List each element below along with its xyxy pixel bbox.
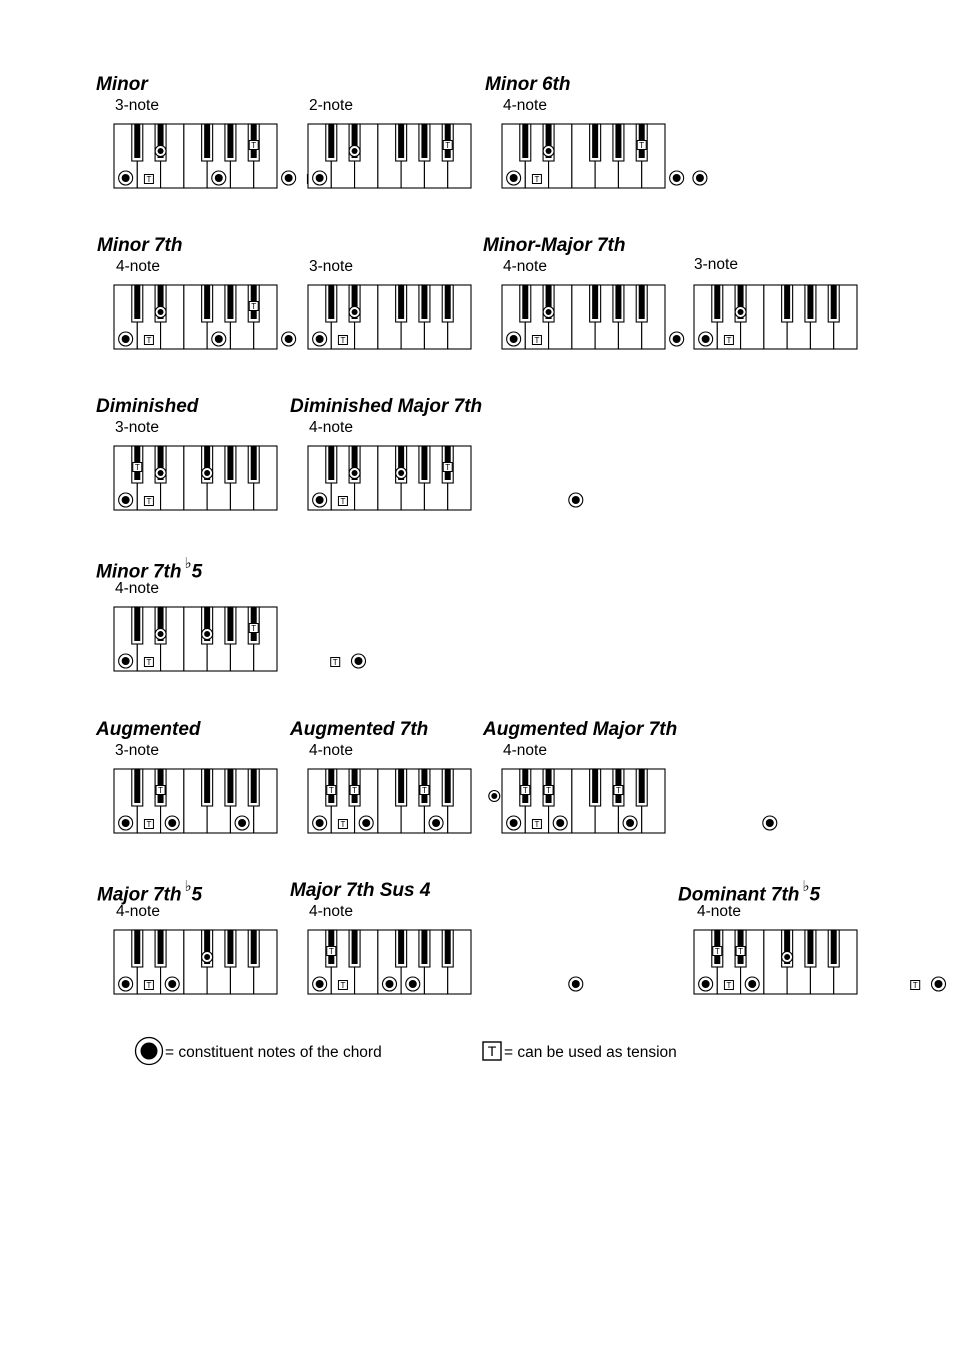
black-key [639, 769, 645, 803]
black-key [204, 124, 210, 158]
heading-diminished-major-7th: Diminished Major 7th [290, 396, 483, 417]
black-key [134, 930, 140, 964]
chord-note-dot [352, 309, 358, 315]
black-key [522, 124, 528, 158]
black-key [398, 124, 404, 158]
black-key [831, 285, 837, 319]
black-key [227, 607, 233, 641]
keyboard-diagram [307, 445, 472, 511]
black-key [352, 930, 358, 964]
tension-marker-label: T [146, 175, 152, 184]
black-key [522, 285, 528, 319]
black-key [251, 930, 257, 964]
tension-marker-label: T [251, 624, 257, 633]
black-key [134, 769, 140, 803]
heading-augmented: Augmented [96, 719, 201, 740]
tension-marker-label: T [332, 658, 338, 667]
chord-note-dot [572, 980, 580, 988]
black-key [227, 930, 233, 964]
chord-note-dot [935, 980, 943, 988]
tension-marker-label: T [328, 947, 334, 956]
chord-note-dot [122, 335, 130, 343]
tension-marker-label: T [421, 786, 427, 795]
chord-note-dot [748, 980, 756, 988]
chord-note-dot [362, 819, 370, 827]
black-key [421, 124, 427, 158]
chord-note-dot [204, 954, 210, 960]
chord-note-dot [238, 819, 246, 827]
chord-note-dot [316, 819, 324, 827]
keyboard-diagram [113, 929, 278, 995]
legend-chord-note-text: = constituent notes of the chord [165, 1044, 382, 1061]
black-key [445, 930, 451, 964]
tension-marker-label: T [522, 786, 528, 795]
black-key [328, 285, 334, 319]
chord-note-dot [215, 174, 223, 182]
black-key [807, 285, 813, 319]
keyboard-diagram [501, 768, 666, 834]
chord-note-dot [122, 819, 130, 827]
tension-marker-label: T [639, 141, 645, 150]
sublabel-maj7sus4-4note: 4-note [309, 903, 353, 920]
black-key [807, 930, 813, 964]
black-key [592, 769, 598, 803]
sublabel-minor7-4note: 4-note [116, 258, 160, 275]
black-key [227, 124, 233, 158]
chord-note-dot [409, 980, 417, 988]
tension-marker-label: T [251, 141, 257, 150]
chord-note-dot [122, 980, 130, 988]
black-key [831, 930, 837, 964]
tension-marker-label: T [146, 658, 152, 667]
black-key [134, 285, 140, 319]
black-key [592, 124, 598, 158]
tension-marker-label: T [146, 336, 152, 345]
black-key [639, 285, 645, 319]
tension-marker-label: T [445, 141, 451, 150]
heading-augmented-7th: Augmented 7th [290, 719, 429, 740]
keyboard-diagram [693, 929, 918, 995]
sublabel-minor6-4note: 4-note [503, 97, 547, 114]
chord-note-dot [510, 174, 518, 182]
tension-marker-label: T [615, 786, 621, 795]
chord-note-dot [158, 470, 164, 476]
black-key [134, 124, 140, 158]
tension-marker-label: T [340, 820, 346, 829]
black-key [445, 285, 451, 319]
sublabel-dom7b5-4note: 4-note [697, 903, 741, 920]
sublabel-minor-2note: 2-note [309, 97, 353, 114]
chord-note-dot [673, 335, 681, 343]
heading-minor-7th-flat5-num: 5 [191, 561, 203, 583]
heading-dominant-7th-flat5-num: 5 [809, 884, 821, 906]
chord-note-dot [738, 309, 744, 315]
chord-note-dot [204, 470, 210, 476]
tension-marker-label: T [726, 336, 732, 345]
legend-tension-icon [482, 1041, 504, 1063]
keyboard-diagram [307, 123, 472, 189]
black-key [784, 285, 790, 319]
heading-major-7th-flat5-num: 5 [191, 884, 203, 906]
black-key [328, 124, 334, 158]
sublabel-aug7-4note: 4-note [309, 742, 353, 759]
chord-note-dot [352, 148, 358, 154]
keyboard-diagram [307, 929, 472, 995]
chord-note-dot [122, 496, 130, 504]
heading-minor-7th: Minor 7th [97, 235, 183, 256]
tension-marker-label: T [134, 463, 140, 472]
black-key [615, 285, 621, 319]
chord-note-dot [572, 496, 580, 504]
tension-marker-label: T [534, 336, 540, 345]
sublabel-minmaj7-3note: 3-note [694, 256, 738, 273]
heading-augmented-major-7th: Augmented Major 7th [483, 719, 678, 740]
chord-note-dot [510, 335, 518, 343]
black-key [421, 930, 427, 964]
chord-note-dot [510, 819, 518, 827]
tension-marker-label: T [251, 302, 257, 311]
chord-note-dot [215, 335, 223, 343]
black-key [227, 446, 233, 480]
black-key [421, 285, 427, 319]
sublabel-minmaj7-4note: 4-note [503, 258, 547, 275]
heading-major-7th-flat5-text: Major 7th [97, 884, 182, 906]
tension-marker-label: T [158, 786, 164, 795]
chord-note-dot [316, 174, 324, 182]
chord-note-dot [285, 335, 293, 343]
chord-note-dot [673, 174, 681, 182]
tension-marker-label: T [340, 981, 346, 990]
chord-note-dot [626, 819, 634, 827]
heading-minor-6th: Minor 6th [485, 74, 571, 95]
flat-icon: ♭ [184, 878, 192, 895]
black-key [204, 285, 210, 319]
heading-major-7th-sus4: Major 7th Sus 4 [290, 880, 431, 901]
sublabel-dim-3note: 3-note [115, 419, 159, 436]
keyboard-diagram [501, 284, 666, 350]
sublabel-minor-3note: 3-note [115, 97, 159, 114]
sublabel-aug-3note: 3-note [115, 742, 159, 759]
chord-note-dot [316, 496, 324, 504]
keyboard-diagram [113, 445, 278, 511]
black-key [204, 769, 210, 803]
tension-marker-label: T [534, 175, 540, 184]
heading-major-7th-flat5 [97, 878, 203, 906]
black-key [227, 285, 233, 319]
black-key [134, 607, 140, 641]
heading-dominant-7th-flat5 [678, 878, 821, 906]
chord-note-dot [158, 309, 164, 315]
chord-note-dot [316, 980, 324, 988]
chord-note-dot [386, 980, 394, 988]
sublabel-minor7-3note: 3-note [309, 258, 353, 275]
chord-note-dot [204, 631, 210, 637]
keyboard-diagram [113, 606, 338, 672]
black-key [615, 124, 621, 158]
black-key [158, 930, 164, 964]
tension-marker-label: T [912, 981, 918, 990]
tension-marker-label: T [340, 336, 346, 345]
tension-marker-label: T [445, 463, 451, 472]
black-key [328, 446, 334, 480]
chord-note-dot [122, 174, 130, 182]
black-key [251, 769, 257, 803]
black-key [421, 446, 427, 480]
sublabel-augmaj7-4note: 4-note [503, 742, 547, 759]
black-key [251, 446, 257, 480]
chord-note-dot [696, 174, 704, 182]
chord-note-dot [285, 174, 293, 182]
black-key [714, 285, 720, 319]
chord-note-dot [158, 148, 164, 154]
heading-diminished: Diminished [96, 396, 199, 417]
chord-note-dot [432, 819, 440, 827]
keyboard-diagram [113, 768, 278, 834]
tension-marker-label: T [328, 786, 334, 795]
tension-marker-label: T [534, 820, 540, 829]
tension-marker-label: T [726, 981, 732, 990]
keyboard-diagram [693, 284, 858, 350]
chord-note-dot [352, 470, 358, 476]
chord-note-dot [784, 954, 790, 960]
chord-note-dot [168, 980, 176, 988]
chord-note-dot [158, 631, 164, 637]
chord-note-dot [702, 335, 710, 343]
heading-minor-7th-flat5 [96, 555, 203, 583]
black-key [445, 769, 451, 803]
tension-marker-label: T [146, 820, 152, 829]
black-key [227, 769, 233, 803]
chord-note-dot [491, 793, 497, 799]
heading-minor-7th-flat5-text: Minor 7th [96, 561, 182, 583]
chord-note-dot [546, 309, 552, 315]
sublabel-dimmaj7-4note: 4-note [309, 419, 353, 436]
chord-note-dot [546, 148, 552, 154]
heading-minor-major-7th: Minor-Major 7th [483, 235, 626, 256]
tension-marker-label: T [714, 947, 720, 956]
legend-chord-note-icon [134, 1036, 164, 1066]
keyboard-diagram [307, 768, 472, 834]
legend-tension-text: = can be used as tension [504, 1044, 677, 1061]
tension-marker-label: T [146, 981, 152, 990]
flat-icon: ♭ [802, 878, 810, 895]
chord-note-dot [168, 819, 176, 827]
chord-note-dot [702, 980, 710, 988]
black-key [592, 285, 598, 319]
black-key [398, 285, 404, 319]
tension-marker-label: T [352, 786, 358, 795]
black-key [398, 930, 404, 964]
tension-marker-label: T [146, 497, 152, 506]
keyboard-diagram [307, 284, 472, 350]
chord-note-dot [316, 335, 324, 343]
chord-note-dot [556, 819, 564, 827]
chord-note-dot [766, 819, 774, 827]
heading-minor: Minor [96, 74, 148, 95]
sublabel-m7b5-4note: 4-note [115, 580, 159, 597]
sublabel-maj7b5-4note: 4-note [116, 903, 160, 920]
keyboard-diagram [113, 123, 278, 189]
flat-icon: ♭ [184, 555, 192, 572]
tension-marker-label: T [738, 947, 744, 956]
heading-dominant-7th-flat5-text: Dominant 7th [678, 884, 800, 906]
tension-marker-label: T [340, 497, 346, 506]
keyboard-diagram [501, 123, 666, 189]
black-key [398, 769, 404, 803]
keyboard-diagram [113, 284, 278, 350]
legend-tension-mark: T [487, 1043, 497, 1059]
chord-note-dot [355, 657, 363, 665]
tension-marker-label: T [546, 786, 552, 795]
chord-note-dot [122, 657, 130, 665]
chord-note-dot [398, 470, 404, 476]
